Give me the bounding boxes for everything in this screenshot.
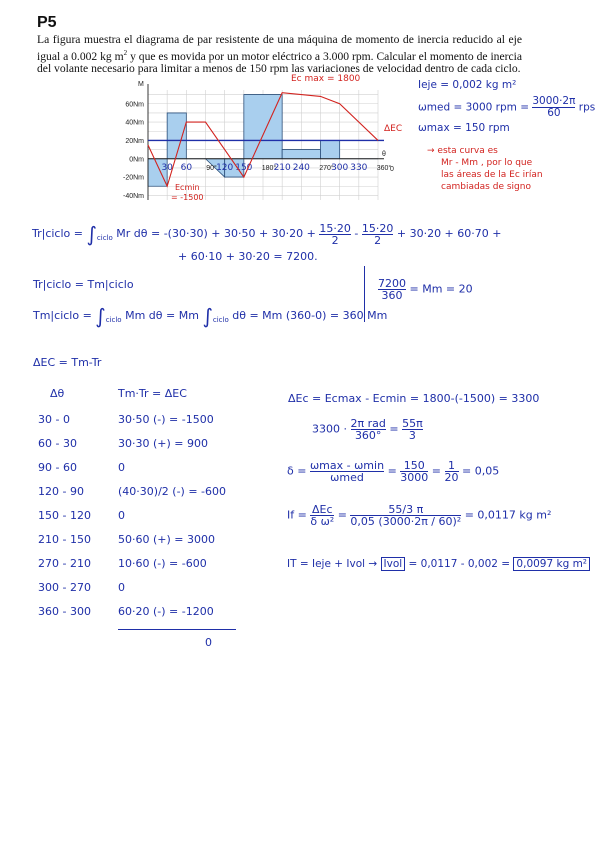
if-den: δ ω²: [310, 515, 335, 528]
y-tick-label: 60Nm: [125, 101, 144, 109]
red-note-3: las áreas de la Ec irían: [441, 170, 543, 180]
table-row-angle: 90 - 60: [38, 461, 77, 474]
wmax-note: ωmax = 150 rpm: [418, 122, 510, 134]
tr-lhs: Tr|ciclo =: [32, 227, 83, 240]
if-v-num: 55/3 π: [350, 504, 461, 516]
torque-region: [321, 140, 340, 158]
table-header-right: Tm·Tr = ΔEC: [118, 387, 187, 400]
table-row-delta-ec: 60·20 (-) = -1200: [118, 605, 214, 618]
y-tick-label: 40Nm: [125, 119, 144, 127]
y-tick-label: -20Nm: [122, 174, 144, 182]
if-v-den: 0,05 (3000·2π / 60)²: [350, 515, 462, 528]
ivol-result-box: 0,0097 kg m²: [513, 557, 590, 571]
ecmin-annotation-2: = -1500: [171, 193, 204, 202]
ieje-note: Ieje = 0,002 kg m²: [418, 79, 517, 91]
wmed-denominator: 60: [547, 107, 561, 119]
delta-ec-annotation: ΔEC: [384, 124, 403, 134]
if-eq: =: [337, 508, 347, 522]
table-row-angle: 210 - 150: [38, 533, 91, 546]
x-tick-handwritten: 210: [273, 162, 291, 173]
table-sum-rule: [118, 629, 236, 630]
bracket: [360, 266, 365, 322]
tm-equals-tr: Tr|ciclo = Tm|ciclo: [33, 278, 134, 291]
y-axis-label: M: [138, 81, 144, 88]
delta-eq-2: =: [431, 464, 441, 478]
delta-v-num: 150: [400, 460, 428, 472]
wmed-note: [418, 96, 595, 119]
red-note-2: Mr - Mm , por lo que: [441, 158, 533, 168]
table-row-delta-ec: (40·30)/2 (-) = -600: [118, 485, 227, 498]
total-inertia: [287, 558, 590, 570]
integral-sign-3: ∫: [202, 304, 213, 328]
table-row-angle: 150 - 120: [38, 509, 91, 522]
x-tick-label: 180°: [261, 164, 277, 172]
tr-cycle-equation: [32, 222, 501, 246]
tr-line-2: + 60·10 + 30·20 = 7200.: [178, 250, 318, 263]
if-res: = 0,0117 kg m²: [464, 508, 552, 522]
tr-int-sub: ciclo: [96, 234, 113, 243]
x-tick-handwritten: 150: [235, 162, 253, 173]
x-tick-handwritten: 330: [350, 162, 368, 173]
x-tick-label: 90°: [206, 164, 217, 172]
table-row-delta-ec: 30·30 (+) = 900: [118, 437, 208, 450]
ecmin-annotation-1: Ecmin: [175, 183, 200, 192]
delta-num: ωmax - ωmin: [309, 459, 385, 472]
rad-res-num: 55π: [402, 417, 423, 430]
y-tick-label: 0Nm: [129, 156, 144, 164]
side-num: 7200: [378, 277, 406, 290]
table-row-angle: 60 - 30: [38, 437, 77, 450]
tr-minus: -: [354, 227, 359, 240]
tr-frac2-den: 2: [374, 233, 382, 247]
delta-v-den: 3000: [400, 471, 429, 484]
x-tick-label: 270°: [319, 164, 334, 172]
wmed-unit: rps: [578, 101, 596, 114]
table-row-angle: 30 - 0: [38, 413, 70, 426]
x-tick-handwritten: 30: [161, 162, 173, 173]
red-note-4: cambiadas de signo: [441, 182, 531, 192]
it-tail: = 0,0117 - 0,002 =: [408, 558, 511, 570]
statement-superscript: 2: [123, 48, 128, 57]
tm-cycle-equation: [33, 304, 387, 328]
x-origin-label: 0: [390, 165, 394, 173]
tm-body: Mm dθ = Mm: [125, 309, 199, 322]
integral-sign: ∫: [86, 222, 97, 246]
table-row-delta-ec: 0: [118, 461, 125, 474]
table-sum: 0: [205, 636, 212, 649]
tm-body-2: dθ = Mm (360-0) = 360 Mm: [232, 309, 388, 322]
table-header-left: Δθ: [50, 387, 65, 400]
problem-title: P5: [37, 14, 57, 31]
torque-diagram: [116, 76, 406, 208]
torque-region: [167, 113, 186, 159]
tr-body: Mr dθ = -(30·30) + 30·50 + 30·20 +: [116, 227, 316, 240]
problem-statement: [37, 34, 522, 76]
delta-eq: =: [387, 464, 397, 478]
rad-num: 2π rad: [350, 417, 386, 430]
tr-frac2-num: 15·20: [361, 221, 394, 235]
tm-lhs: Tm|ciclo =: [33, 309, 92, 322]
tr-frac1-den: 2: [331, 233, 339, 247]
d3300: 3300 ·: [312, 422, 347, 436]
table-row-delta-ec: 50·60 (+) = 3000: [118, 533, 215, 546]
x-axis-label: θ: [382, 150, 386, 158]
tm-sub: ciclo: [105, 316, 122, 325]
rad-res-den: 3: [408, 429, 416, 442]
table-row-angle: 360 - 300: [38, 605, 91, 618]
ivol-box: Ivol: [381, 557, 406, 571]
x-tick-handwritten: 240: [292, 162, 310, 173]
table-row-angle: 120 - 90: [38, 485, 84, 498]
tr-frac1-num: 15·20: [319, 221, 351, 235]
x-tick-label: 360°: [376, 164, 392, 172]
table-row-delta-ec: 10·60 (-) = -600: [118, 557, 207, 570]
radians-conversion: [312, 418, 423, 441]
integral-sign-2: ∫: [95, 304, 106, 328]
x-tick-handwritten: 300: [331, 162, 349, 173]
flywheel-inertia: [287, 504, 551, 527]
tr-tail: + 30·20 + 60·70 +: [396, 227, 502, 240]
y-tick-label: 20Nm: [125, 137, 144, 145]
side-rhs: = Mm = 20: [409, 282, 473, 296]
rad-eq: =: [389, 422, 399, 436]
table-row-delta-ec: 0: [118, 509, 125, 522]
x-tick-handwritten: 120: [216, 162, 234, 173]
table-row-delta-ec: 0: [118, 581, 125, 594]
if-num: ΔEc: [312, 503, 333, 516]
table-row-angle: 270 - 210: [38, 557, 91, 570]
wmed-numerator: 3000·2π: [532, 95, 576, 107]
delta-r-num: 1: [445, 460, 459, 472]
delta-ec-calc: ΔEc = Ecmax - Ecmin = 1800-(-1500) = 3300: [288, 392, 540, 405]
rad-den: 360°: [354, 429, 382, 442]
wmed-lhs: ωmed = 3000 rpm =: [418, 101, 530, 114]
statement-part-2: y que es movida por un motor eléctrico a 3.000 rpm. Calcular el momento de inercia del volante necesario para limitar a menos de 150 rpm las variaciones de velocidad dentro de cada ciclo.: [37, 49, 522, 76]
delta-ec-title: ΔEC = Tm-Tr: [33, 356, 102, 369]
delta-den: ωmed: [330, 471, 364, 484]
delta-r-den: 20: [444, 471, 459, 484]
torque-region: [282, 150, 320, 159]
tm-sub-2: ciclo: [212, 316, 229, 325]
ecmax-annotation: Ec max = 1800: [291, 74, 361, 84]
mm-result: [378, 278, 473, 301]
y-tick-label: -40Nm: [122, 192, 144, 200]
x-tick-handwritten: 60: [180, 162, 193, 173]
table-row-delta-ec: 30·50 (-) = -1500: [118, 413, 214, 426]
delta-coefficient: [287, 460, 499, 483]
red-note-1: → esta curva es: [427, 146, 498, 156]
side-den: 360: [381, 289, 403, 302]
it-line: IT = Ieje + Ivol →: [287, 558, 378, 570]
delta-lhs: δ =: [287, 464, 307, 478]
table-row-angle: 300 - 270: [38, 581, 91, 594]
if-lhs: If =: [287, 508, 307, 522]
delta-final: = 0,05: [462, 464, 500, 478]
statement-part-1: La figura muestra el diagrama de par resistente de una máquina de momento de inercia reducido al eje igual a 0.002 kg m: [37, 33, 522, 63]
